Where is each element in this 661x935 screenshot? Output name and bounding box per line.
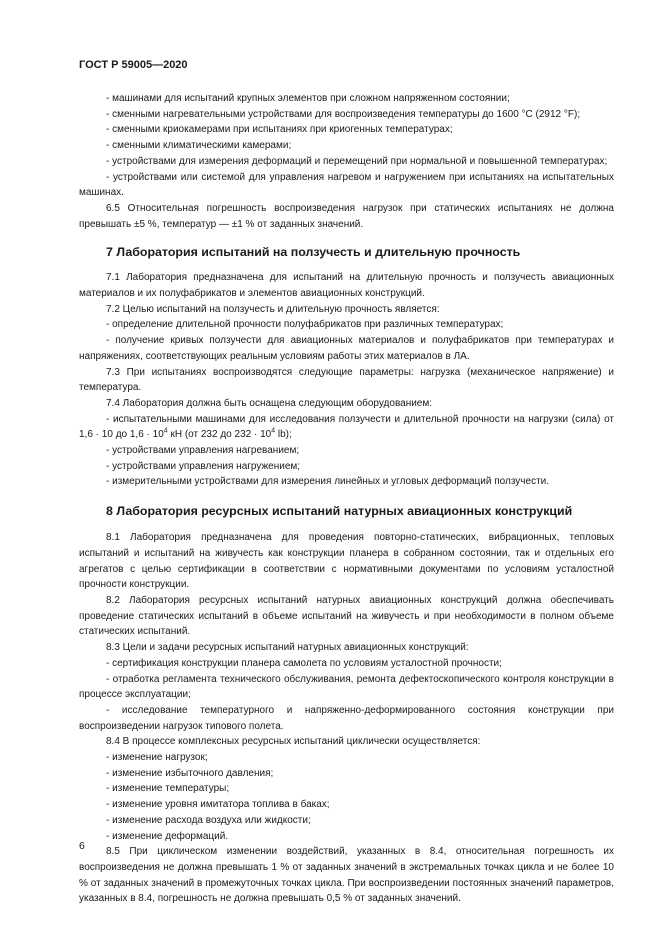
list-item: - устройствами для измерения деформаций и перемещений при нормальной и повышенной температурах;: [106, 155, 608, 167]
paragraph-8-4: 8.4 В процессе комплексных ресурсных испытаний циклически осуществляется:: [106, 736, 481, 748]
list-item: - определение длительной прочности полуфабрикатов при различных температурах;: [106, 319, 504, 331]
paragraph-8-3: 8.3 Цели и задачи ресурсных испытаний натурных авиационных конструкций:: [106, 642, 469, 654]
page-number: 6: [79, 840, 85, 852]
standard-designation: ГОСТ Р 59005—2020: [79, 59, 188, 71]
list-item: - машинами для испытаний крупных элементов при сложном напряженном состоянии;: [106, 93, 510, 104]
list-item: - отработка регламента технического обслуживания, ремонта дефектоскопического контроля конструкции в процессе эксплуатации;: [79, 673, 614, 701]
list-item: [79, 412, 614, 443]
list-item: - устройствами управления нагружением;: [106, 460, 301, 472]
section-8-heading: 8 Лаборатория ресурсных испытаний натурных авиационных конструкций: [106, 504, 573, 519]
section-7-heading: 7 Лаборатория испытаний на ползучесть и длительную прочность: [106, 245, 521, 260]
load-range-text: - испытательными машинами для исследования ползучести и длительной прочности на нагрузки (сила) от 1,6 · 10 до 1,6 · 10: [79, 413, 614, 441]
load-range-text-mid: кН (от 232 до 232 · 10: [167, 429, 272, 441]
paragraph-7-2: 7.2 Целью испытаний на ползучесть и длительную прочность является:: [106, 303, 440, 315]
list-item: - сертификация конструкции планера самолета по условиям усталостной прочности;: [106, 657, 502, 669]
paragraph-8-1: 8.1 Лаборатория предназначена для проведения повторно-статических, вибрационных, тепловых испытаний и испытаний на живучесть как конструкции планера в собранном состоянии, так и отдельных его агрегатов с целью сертификации в соответствии с нормативными документами по условиям усталостной прочности конструкции.: [79, 532, 614, 591]
load-range-text-end: lb);: [275, 429, 292, 441]
list-item: - измерительными устройствами для измерения линейных и угловых деформаций ползучести.: [106, 476, 550, 488]
list-item: - сменными криокамерами при испытаниях при криогенных температурах;: [106, 124, 453, 136]
exponent: 4: [271, 428, 276, 436]
list-item: - изменение избыточного давления;: [106, 767, 274, 779]
list-item: - устройствами или системой для управления нагревом и нагружением при испытаниях на испытательных машинах.: [79, 171, 614, 199]
paragraph-8-5: 8.5 При циклическом изменении воздействий, указанных в 8.4, относительная погрешность их воспроизведения не должна превышать 1 % от заданных значений в экстремальных точках цикла и не более 10 % от заданных значений в промежуточных точках цикла. При воспроизведении постоянных значений параметров, указанных в 8.4, погрешность не должна превышать 0,5 % от заданных значений.: [79, 846, 614, 905]
list-item: - изменение уровня имитатора топлива в баках;: [106, 799, 330, 811]
list-item: - исследование температурного и напряженно-деформированного состояния конструкции при воспроизведении нагрузок типового полета.: [79, 704, 614, 732]
exponent: 4: [163, 428, 168, 436]
list-item: - получение кривых ползучести для авиационных материалов и полуфабрикатов при температурах и напряжениях, соответствующих реальным условиям работы этих материалов в ЛА.: [79, 335, 614, 362]
list-item: - изменение температуры;: [106, 783, 230, 795]
list-item: - устройствами управления нагреванием;: [106, 445, 300, 457]
list-item: - сменными нагревательными устройствами для воспроизведения температуры до 1600 °С (2912 °F);: [106, 108, 581, 120]
paragraph-6-5: 6.5 Относительная погрешность воспроизведения нагрузок при статических испытаниях не должна превышать ±5 %, температур — ±1 % от заданных значений.: [79, 202, 614, 230]
list-item: - сменными климатическими камерами;: [106, 140, 292, 152]
paragraph-7-1: 7.1 Лаборатория предназначена для испытаний на длительную прочность и ползучесть авиационных материалов и их полуфабрикатов и элементов авиационных конструкций.: [79, 272, 614, 300]
paragraph-7-4: 7.4 Лаборатория должна быть оснащена следующим оборудованием:: [106, 397, 433, 409]
list-item: - изменение расхода воздуха или жидкости;: [106, 814, 311, 826]
paragraph-8-2: 8.2 Лаборатория ресурсных испытаний натурных авиационных конструкций должна обеспечивать проведение статических испытаний в объеме испытаний на живучесть и при необходимости в полном объеме статических испытаний.: [79, 594, 614, 638]
list-item: - изменение нагрузок;: [106, 752, 208, 764]
page-body: [79, 91, 614, 907]
paragraph-7-3: 7.3 При испытаниях воспроизводятся следующие параметры: нагрузка (механическое напряжение) и температура.: [79, 366, 614, 394]
list-item: - изменение деформаций.: [106, 830, 229, 842]
